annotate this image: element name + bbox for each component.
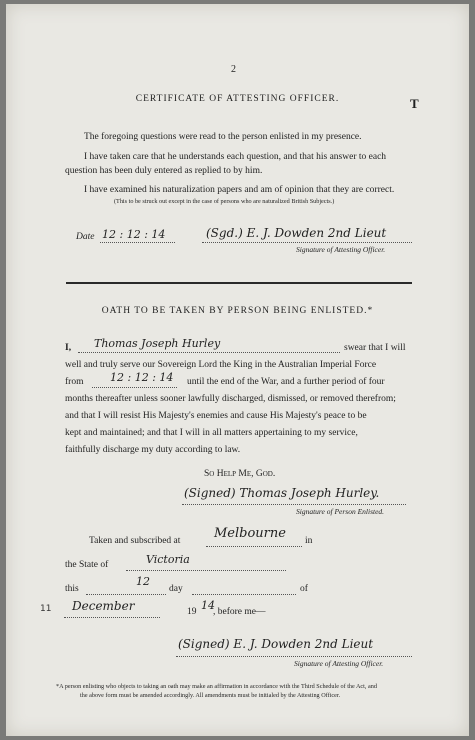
date-label: Date	[76, 232, 95, 242]
certificate-para3: I have examined his naturalization papers and am of opinion that they are correct.	[84, 185, 395, 195]
officer-signature-line	[176, 656, 412, 657]
officer-caption: Signature of Attesting Officer.	[294, 659, 384, 668]
day-value: 12	[136, 575, 150, 588]
day-label: day	[169, 584, 183, 594]
enlistee-caption: Signature of Person Enlisted.	[296, 507, 385, 516]
month-value: December	[72, 599, 135, 613]
from-date: 12 : 12 : 14	[110, 371, 174, 384]
oath-line7: faithfully discharge my duty according to law.	[65, 445, 241, 455]
enlistee-signature-line	[182, 504, 406, 505]
certificate-para2-line1: I have taken care that he understands each question, and that his answer to each	[84, 152, 387, 162]
of-line	[192, 594, 296, 595]
attesting-officer-signature: (Sgd.) E. J. Dowden 2nd Lieut	[206, 226, 387, 240]
naturalization-note: (This to be struck out except in the case of persons who are naturalized British Subjects.)	[114, 198, 335, 205]
date-line	[100, 242, 175, 243]
year-value: 14	[201, 599, 215, 612]
attesting-officer-caption: Signature of Attesting Officer.	[296, 245, 386, 254]
state-label: the State of	[65, 560, 109, 570]
from-date-line	[92, 387, 177, 388]
in-label: in	[305, 536, 313, 546]
signature-line	[202, 242, 412, 243]
footnote-line1: *A person enlisting who objects to taking an oath may make an affirmation in accordance with the Third Schedule of the Act, and	[56, 683, 377, 690]
day-line	[86, 594, 166, 595]
oath-i-label: I,	[65, 343, 72, 353]
name-line	[78, 352, 340, 353]
oath-line4: months thereafter unless sooner lawfully discharged, dismissed, or removed therefrom;	[65, 394, 396, 404]
oath-line2: well and truly serve our Sovereign Lord the King in the Australian Imperial Force	[65, 360, 377, 370]
of-label: of	[300, 584, 308, 594]
taken-subscribed-label: Taken and subscribed at	[89, 536, 181, 546]
oath-line6: kept and maintained; and that I will in all matters appertaining to my service,	[65, 428, 358, 438]
corner-mark: T	[410, 96, 419, 111]
date-value: 12 : 12 : 14	[102, 228, 166, 241]
oath-line5: and that I will resist His Majesty's enemies and cause His Majesty's peace to be	[65, 411, 367, 421]
certificate-heading: CERTIFICATE OF ATTESTING OFFICER.	[135, 94, 340, 104]
from-label: from	[65, 377, 84, 387]
enlistee-signature: (Signed) Thomas Joseph Hurley.	[184, 486, 380, 500]
enlistee-name: Thomas Joseph Hurley	[94, 337, 221, 350]
so-help-me-god: So Help Me, God.	[204, 469, 276, 479]
attestation-page	[6, 4, 469, 736]
place-value: Melbourne	[214, 526, 286, 541]
state-value: Victoria	[146, 553, 190, 566]
place-line	[206, 546, 302, 547]
oath-heading: OATH TO BE TAKEN BY PERSON BEING ENLISTED.*	[101, 306, 374, 316]
before-me: , before me—	[213, 607, 266, 617]
this-label: this	[65, 584, 79, 594]
officer-signature: (Signed) E. J. Dowden 2nd Lieut	[178, 637, 374, 651]
year-prefix: 19	[187, 607, 197, 617]
certificate-para2-line2: question has been duly entered as replied to by him.	[65, 166, 263, 176]
state-line	[126, 570, 286, 571]
certificate-para1: The foregoing questions were read to the person enlisted in my presence.	[84, 132, 362, 142]
margin-mark: 11	[40, 604, 52, 614]
footnote-line2: the above form must be amended accordingly. All amendments must be initialed by the Attesting Officer.	[80, 692, 341, 699]
oath-line1-tail: swear that I will	[344, 343, 406, 353]
month-line	[64, 617, 160, 618]
section-divider	[66, 282, 412, 284]
page-number: 2	[231, 64, 236, 75]
oath-line3-tail: until the end of the War, and a further period of four	[187, 377, 385, 387]
